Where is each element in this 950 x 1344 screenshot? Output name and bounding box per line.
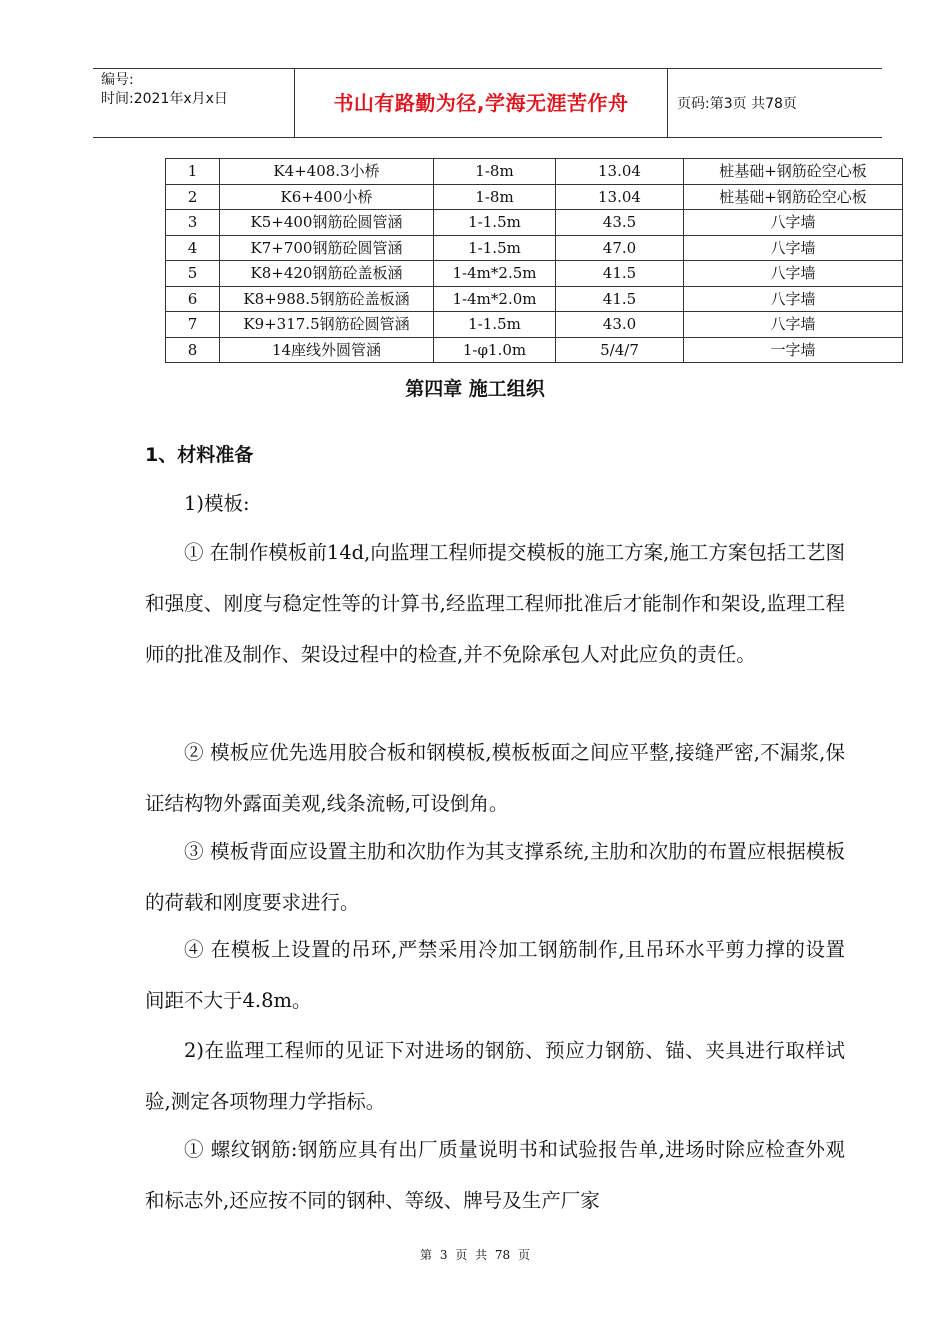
page-footer: 第 3 页 共 78 页 bbox=[420, 1248, 530, 1262]
paragraph: ① 螺纹钢筋:钢筋应具有出厂质量说明书和试验报告单,进场时除应检查外观和标志外,还应按不同的钢种、等级、牌号及生产厂家 bbox=[145, 1138, 845, 1212]
table-row bbox=[166, 159, 903, 185]
table-row bbox=[166, 210, 903, 236]
table-cell: 八字墙 bbox=[684, 235, 903, 261]
paragraph: ④ 在模板上设置的吊环,严禁采用冷加工钢筋制作,且吊环水平剪力撑的设置间距不大于4.8m。 bbox=[145, 938, 845, 1012]
table-cell: 1-4m*2.0m bbox=[434, 286, 556, 312]
paragraph: ③ 模板背面应设置主肋和次肋作为其支撑系统,主肋和次肋的布置应根据模板的荷载和刚度要求进行。 bbox=[145, 840, 845, 914]
table-cell: 6 bbox=[166, 286, 220, 312]
table-cell: K8+988.5钢筋砼盖板涵 bbox=[220, 286, 434, 312]
table-cell: 桩基础+钢筋砼空心板 bbox=[684, 184, 903, 210]
paragraph: 1)模板: bbox=[184, 492, 250, 515]
table-cell: 八字墙 bbox=[684, 312, 903, 338]
table-row bbox=[166, 312, 903, 338]
table-cell: K9+317.5钢筋砼圆管涵 bbox=[220, 312, 434, 338]
table-cell: 8 bbox=[166, 337, 220, 363]
table-cell: 1-4m*2.5m bbox=[434, 261, 556, 287]
table-cell: 桩基础+钢筋砼空心板 bbox=[684, 159, 903, 185]
table-cell: 41.5 bbox=[556, 286, 684, 312]
table-cell: 1-8m bbox=[434, 159, 556, 185]
header-page-number: 页码:第3页 共78页 bbox=[677, 96, 797, 112]
table-row bbox=[166, 261, 903, 287]
header-divider bbox=[667, 69, 668, 137]
table-cell: 47.0 bbox=[556, 235, 684, 261]
paragraph: ① 在制作模板前14d,向监理工程师提交模板的施工方案,施工方案包括工艺图和强度、刚度与稳定性等的计算书,经监理工程师批准后才能制作和架设,监理工程师的批准及制作、架设过程中的检查,并不免除承包人对此应负的责任。 bbox=[145, 541, 845, 666]
table-cell: 一字墙 bbox=[684, 337, 903, 363]
header-time: 时间:2021年x月x日 bbox=[101, 91, 228, 107]
table-cell: K5+400钢筋砼圆管涵 bbox=[220, 210, 434, 236]
table-cell: 八字墙 bbox=[684, 210, 903, 236]
header-motto: 书山有路勤为径,学海无涯苦作舟 bbox=[333, 91, 629, 115]
table-row bbox=[166, 184, 903, 210]
table-cell: 1-1.5m bbox=[434, 210, 556, 236]
table-cell: 八字墙 bbox=[684, 286, 903, 312]
table-cell: 1 bbox=[166, 159, 220, 185]
structures-table bbox=[165, 158, 903, 363]
table-cell: 1-φ1.0m bbox=[434, 337, 556, 363]
table-cell: K6+400小桥 bbox=[220, 184, 434, 210]
page-header bbox=[93, 68, 882, 138]
table-cell: 41.5 bbox=[556, 261, 684, 287]
table-cell: 2 bbox=[166, 184, 220, 210]
table-cell: 1-1.5m bbox=[434, 235, 556, 261]
table-row bbox=[166, 235, 903, 261]
table-cell: 3 bbox=[166, 210, 220, 236]
table-cell: K7+700钢筋砼圆管涵 bbox=[220, 235, 434, 261]
chapter-title: 第四章 施工组织 bbox=[405, 378, 545, 400]
table-cell: 1-8m bbox=[434, 184, 556, 210]
table-cell: 13.04 bbox=[556, 184, 684, 210]
table-cell: 5 bbox=[166, 261, 220, 287]
table-row bbox=[166, 337, 903, 363]
table-cell: K4+408.3小桥 bbox=[220, 159, 434, 185]
table-cell: 14座线外圆管涵 bbox=[220, 337, 434, 363]
paragraph: 2)在监理工程师的见证下对进场的钢筋、预应力钢筋、锚、夹具进行取样试验,测定各项物理力学指标。 bbox=[145, 1039, 845, 1113]
table-cell: 八字墙 bbox=[684, 261, 903, 287]
table-row bbox=[166, 286, 903, 312]
table-cell: 13.04 bbox=[556, 159, 684, 185]
section-title: 1、材料准备 bbox=[145, 444, 254, 466]
table-cell: 4 bbox=[166, 235, 220, 261]
table-cell: K8+420钢筋砼盖板涵 bbox=[220, 261, 434, 287]
table-cell: 1-1.5m bbox=[434, 312, 556, 338]
table-cell: 7 bbox=[166, 312, 220, 338]
table-cell: 5/4/7 bbox=[556, 337, 684, 363]
header-number: 编号: bbox=[101, 72, 134, 88]
table-cell: 43.5 bbox=[556, 210, 684, 236]
table-cell: 43.0 bbox=[556, 312, 684, 338]
header-meta bbox=[101, 71, 228, 109]
paragraph: ② 模板应优先选用胶合板和钢模板,模板板面之间应平整,接缝严密,不漏浆,保证结构物外露面美观,线条流畅,可设倒角。 bbox=[145, 741, 845, 815]
